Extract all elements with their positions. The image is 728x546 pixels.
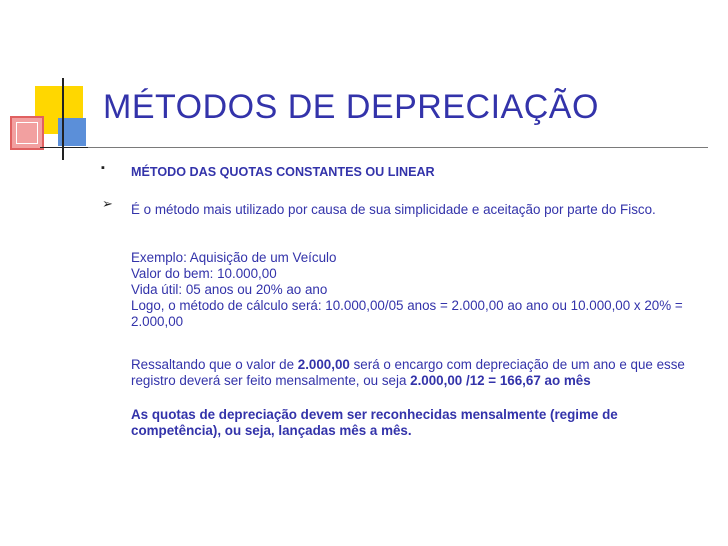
remark-text: Ressaltando que o valor de bbox=[131, 357, 298, 372]
remark-paragraph bbox=[131, 357, 711, 389]
example-line: Exemplo: Aquisição de um Veículo bbox=[131, 250, 337, 265]
remark-bold-value: 2.000,00 bbox=[297, 357, 350, 372]
example-block bbox=[131, 250, 711, 330]
remark-bold-value: 2.000,00 /12 = 166,67 ao mês bbox=[410, 373, 591, 388]
conclusion-paragraph: As quotas de depreciação devem ser reconhecidas mensalmente (regime de competência), ou seja, lançadas mês a mês. bbox=[131, 407, 618, 438]
example-line: Valor do bem: 10.000,00 bbox=[131, 266, 277, 281]
square-bullet-icon: ▪ bbox=[101, 162, 105, 174]
arrow-bullet-icon: ➢ bbox=[102, 196, 113, 211]
section-heading: MÉTODO DAS QUOTAS CONSTANTES OU LINEAR bbox=[131, 165, 435, 179]
intro-paragraph: É o método mais utilizado por causa de sua simplicidade e aceitação por parte do Fisco. bbox=[131, 202, 656, 217]
decorative-red-square bbox=[10, 116, 44, 150]
example-line: Vida útil: 05 anos ou 20% ao ano bbox=[131, 282, 328, 297]
page-title: MÉTODOS DE DEPRECIAÇÃO bbox=[103, 88, 599, 126]
example-line: Logo, o método de cálculo será: 10.000,00/05 anos = 2.000,00 ao ano ou 10.000,00 x 20% = 2.000,00 bbox=[131, 298, 683, 329]
remark-text: será o encargo com depreciação de um ano e que esse registro deverá ser feito mensalmente, ou seja bbox=[131, 357, 685, 388]
title-underline bbox=[88, 147, 708, 148]
